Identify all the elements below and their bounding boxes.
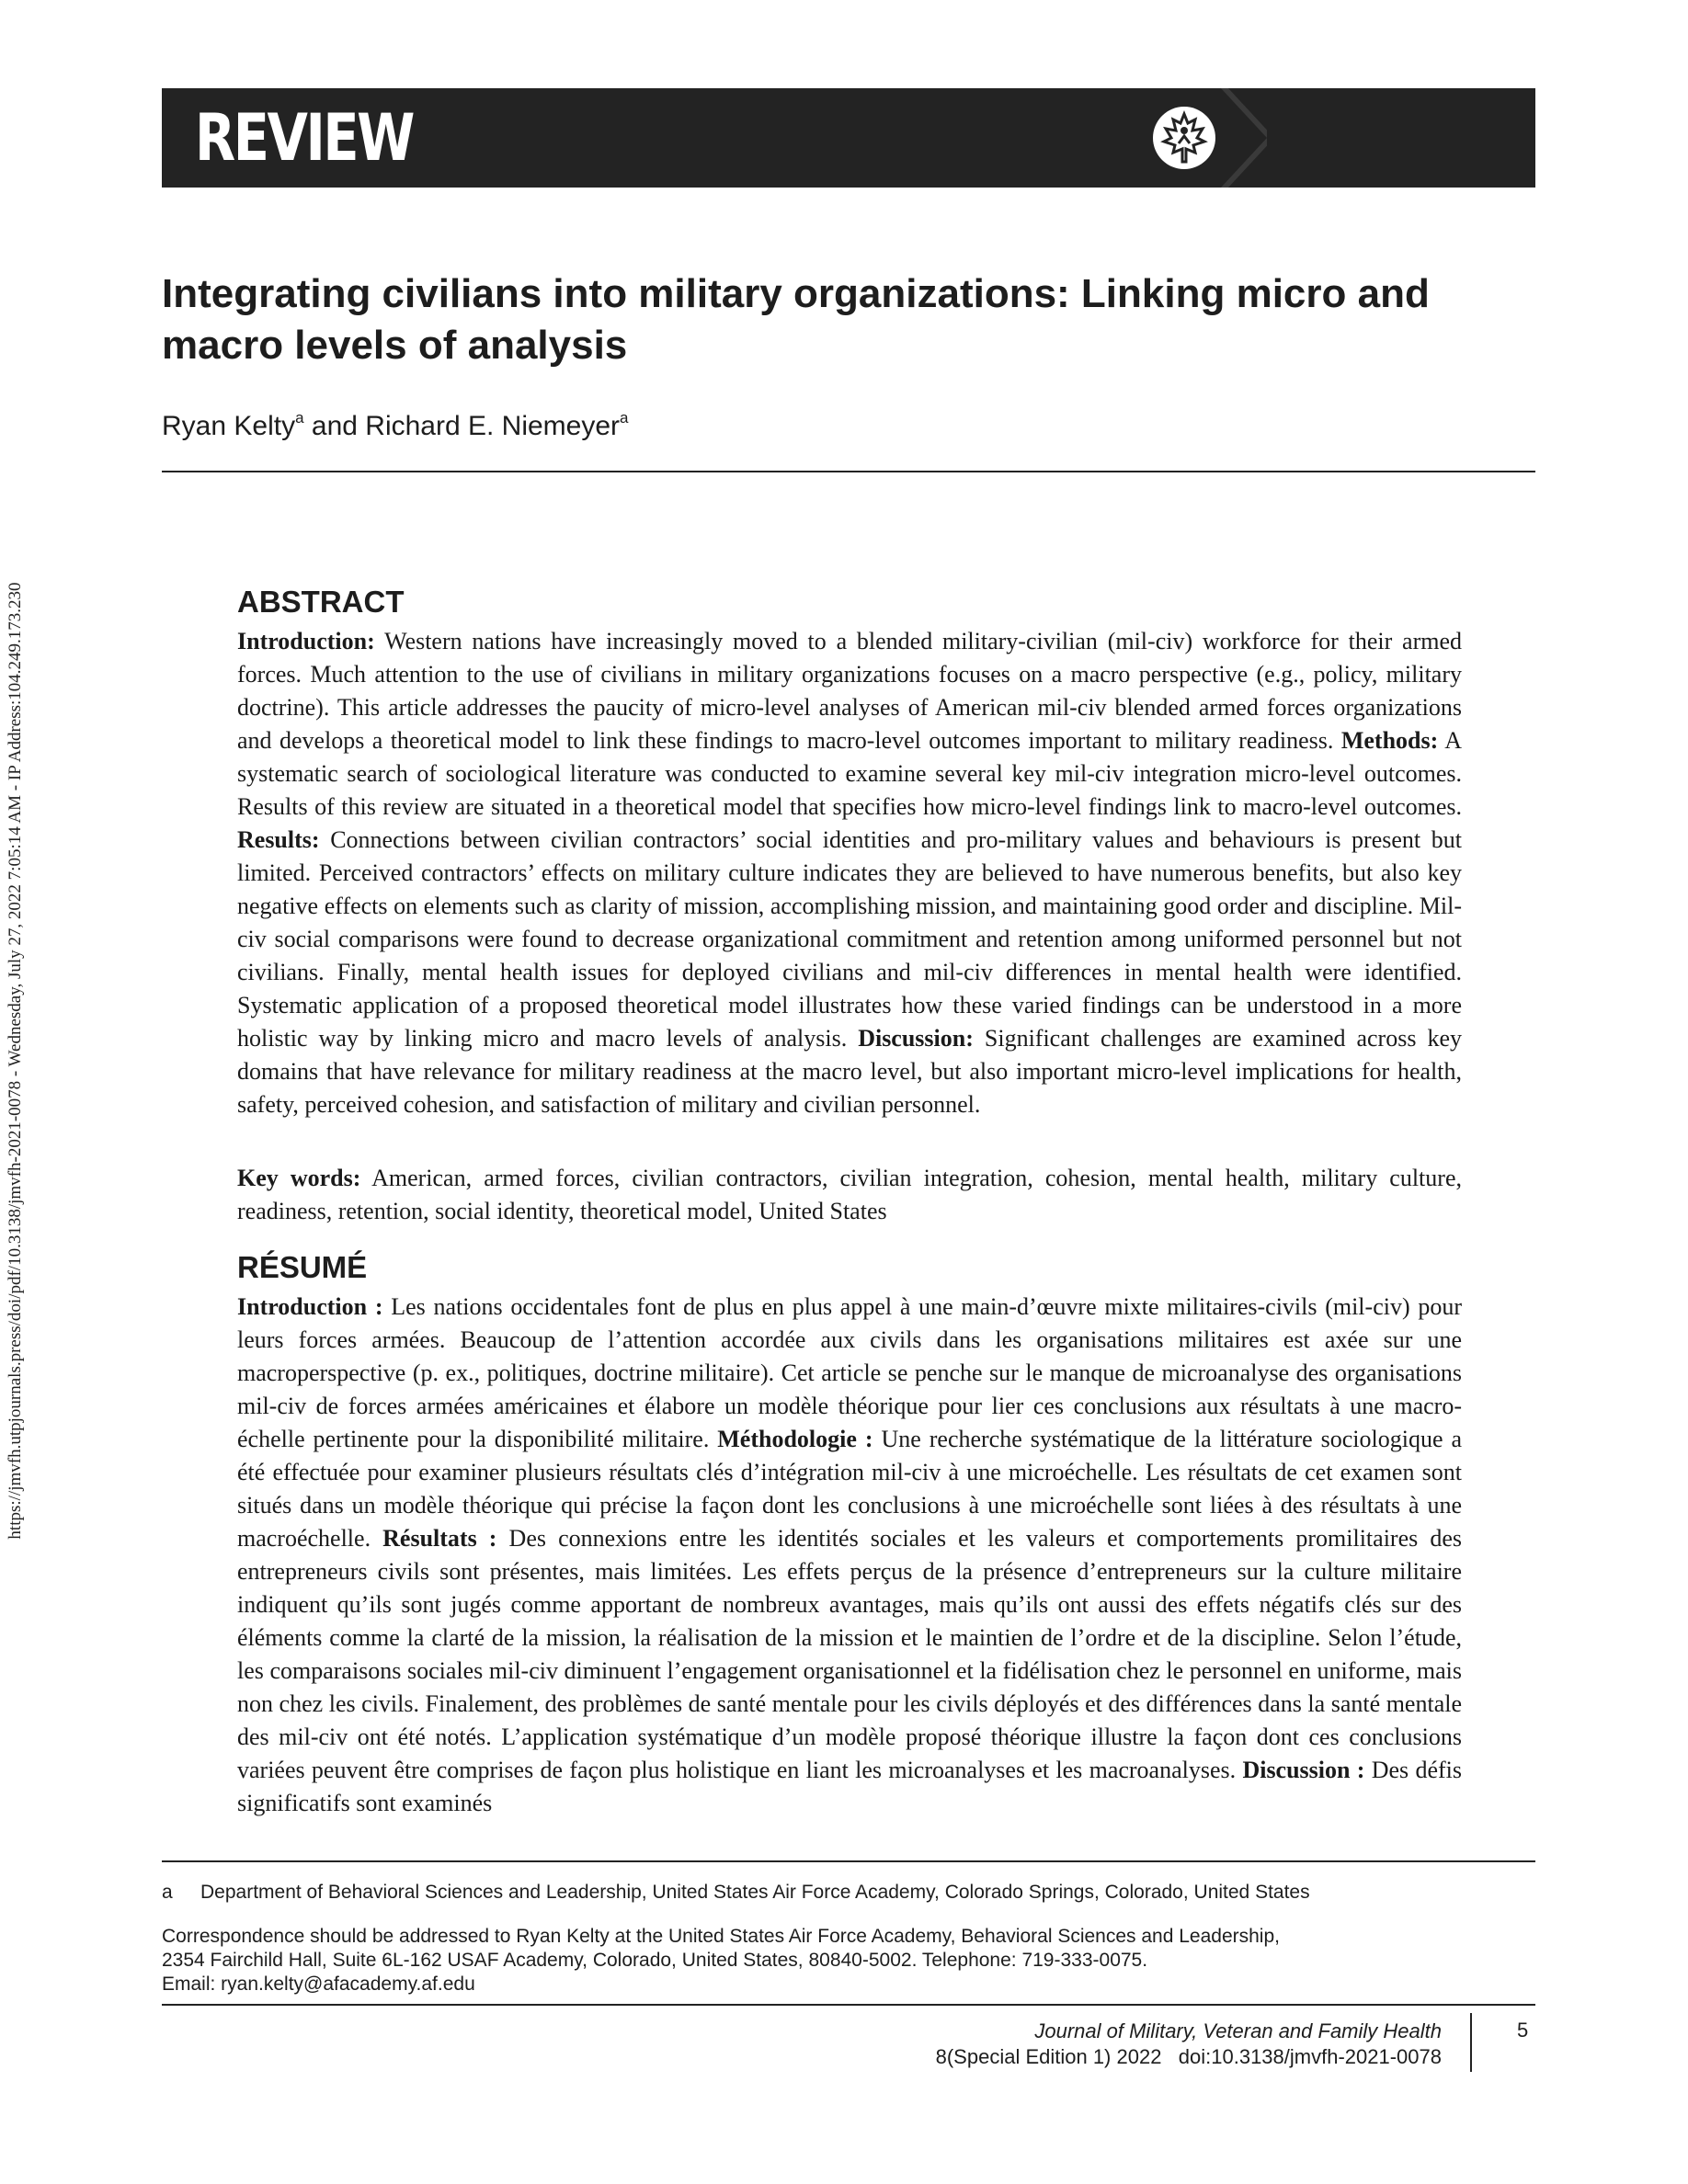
- journal-name: Journal of Military, Veteran and Family Health: [1034, 2019, 1442, 2042]
- resume-results-label: Résultats :: [382, 1525, 497, 1552]
- affiliation-text: Department of Behavioral Sciences and Leadership, United States Air Force Academy, Colorado Springs, Colorado, United States: [200, 1882, 1310, 1903]
- resume-discussion-label: Discussion :: [1242, 1757, 1365, 1783]
- affiliation-marker: a: [620, 409, 629, 427]
- affiliation-footnote: [162, 1881, 1535, 1905]
- abstract-methods-label: Methods:: [1340, 727, 1439, 754]
- resume-methods-label: Méthodologie :: [717, 1426, 873, 1452]
- keywords-label: Key words:: [237, 1165, 361, 1191]
- resume-intro-text: Les nations occidentales font de plus en plus appel à une main-d’œuvre mixte militaires-civils (mil-civ) pour leurs forces armées. Beaucoup de l’attention accordée aux civils dans les organisations militaires est axée sur une macroperspective (p. ex., politiques, doctrine militaire). Cet article se penche sur le manque de microanalyse des organisations mil-civ de forces armées américaines et élabore un modèle théorique pour lier ces conclusions aux résultats à une macro-échelle pertinente pour la disponibilité militaire.: [237, 1293, 1462, 1452]
- header-divider: [162, 471, 1535, 472]
- resume-discussion-text: Des défis significatifs sont examinés: [237, 1757, 1462, 1816]
- affiliation-marker: a: [162, 1882, 173, 1903]
- correspondence-note: [162, 1925, 1535, 1996]
- footnote-divider: [162, 1860, 1535, 1862]
- keywords-text: American, armed forces, civilian contractors, civilian integration, cohesion, mental health, military culture, readiness, retention, social identity, theoretical model, United States: [237, 1165, 1462, 1224]
- affiliation-marker: a: [295, 409, 304, 427]
- article-title: Integrating civilians into military organizations: Linking micro and macro levels of analysis: [162, 271, 1430, 368]
- resume-heading: RÉSUMÉ: [237, 1250, 368, 1284]
- abstract-methods-text: A systematic search of sociological literature was conducted to examine several key mil-civ integration micro-level outcomes. Results of this review are situated in a theoretical model that specifies how micro-level findings link to macro-level outcomes.: [237, 727, 1463, 820]
- resume-methods-text: Une recherche systématique de la littérature sociologique a été effectuée pour examiner plusieurs résultats clés d’intégration mil-civ à une microéchelle. Les résultats de cet examen sont situés dans un modèle théorique qui précise la façon dont les conclusions à une microéchelle sont liées à des résultats à une macroéchelle.: [237, 1426, 1462, 1552]
- footer-divider: [162, 2004, 1535, 2006]
- maple-leaf-people-icon: [1129, 88, 1267, 188]
- doi: doi:10.3138/jmvfh-2021-0078: [1178, 2045, 1442, 2068]
- abstract-heading: ABSTRACT: [237, 585, 405, 619]
- page-number: 5: [1517, 2019, 1529, 2042]
- abstract-intro-text: Western nations have increasingly moved to a blended military-civilian (mil-civ) workforce for their armed forces. Much attention to the use of civilians in military organizations focuses on a macro perspective (e.g., policy, military doctrine). This article addresses the paucity of micro-level analyses of American mil-civ blended armed forces organizations and develops a theoretical model to link these findings to macro-level outcomes important to military readiness.: [237, 628, 1462, 754]
- resume-body: [237, 1291, 1462, 1820]
- issue-doi-line: [827, 2044, 1442, 2070]
- author-line: [162, 409, 629, 442]
- resume-results-text: Des connexions entre les identités sociales et les valeurs et comportements promilitaires des entrepreneurs civils sont présentes, mais limitées. Les effets perçus de la présence d’entrepreneurs sur la culture militaire indiquent qu’ils sont jugés comme apportant de nombreux avantages, mais qu’ils ont aussi des effets négatifs clés sur des éléments comme la clarté de la mission, la réalisation de la mission et le maintien de l’ordre et de la discipline. Selon l’étude, les comparaisons sociales mil-civ diminuent l’engagement organisationnel et la fidélisation chez le personnel en uniforme, mais non chez les civils. Finalement, des problèmes de santé mentale pour les civils déployés et des différences dans la santé mentale des mil-civ ont été notés. L’application systématique d’un modèle proposé théorique illustre la façon dont ces conclusions variées peuvent être comprises de façon plus holistique en liant les microanalyses et les macroanalyses.: [237, 1525, 1462, 1783]
- abstract-intro-label: Introduction:: [237, 628, 375, 654]
- correspondence-line: 2354 Fairchild Hall, Suite 6L-162 USAF Academy, Colorado, United States, 80840-5002. Telephone: 719-333-0075.: [162, 1950, 1148, 1971]
- abstract-results-label: Results:: [237, 826, 320, 853]
- issue-info: 8(Special Edition 1) 2022: [935, 2045, 1162, 2068]
- keywords: [237, 1162, 1462, 1228]
- download-watermark: https://jmvfh.utpjournals.press/doi/pdf/10.3138/jmvfh-2021-0078 - Wednesday, July 27, 2022 7:05:14 AM - IP Address:104.249.173.230: [6, 582, 25, 1540]
- abstract-discussion-label: Discussion:: [858, 1025, 974, 1052]
- correspondence-line: Correspondence should be addressed to Ryan Kelty at the United States Air Force Academy, Behavioral Sciences and Leadership,: [162, 1926, 1280, 1947]
- abstract-discussion-text: Significant challenges are examined across key domains that have relevance for military readiness at the macro level, but also important micro-level implications for health, safety, perceived cohesion, and satisfaction of military and civilian personnel.: [237, 1025, 1462, 1118]
- correspondence-email: Email: ryan.kelty@afacademy.af.edu: [162, 1974, 475, 1995]
- footer-separator: [1470, 2013, 1472, 2072]
- abstract-results-text: Connections between civilian contractors’ social identities and pro-military values and behaviours is present but limited. Perceived contractors’ effects on military culture indicates they are believed to have numerous benefits, but also key negative effects on elements such as clarity of mission, accomplishing mission, and maintaining good order and discipline. Mil-civ social comparisons were found to decrease organizational commitment and retention among uniformed personnel but not civilians. Finally, mental health issues for deployed civilians and mil-civ differences in mental health were identified. Systematic application of a proposed theoretical model illustrates how these varied findings can be understood in a more holistic way by linking micro and macro levels of analysis.: [237, 826, 1462, 1052]
- author-connector: and: [303, 411, 366, 441]
- article-type-label: REVIEW: [195, 100, 413, 176]
- abstract-body: [237, 625, 1462, 1121]
- journal-citation: [827, 2019, 1442, 2070]
- author-name: Richard E. Niemeyer: [365, 411, 621, 441]
- author-name: Ryan Kelty: [162, 411, 296, 441]
- resume-intro-label: Introduction :: [237, 1293, 383, 1320]
- review-banner: [162, 88, 1535, 188]
